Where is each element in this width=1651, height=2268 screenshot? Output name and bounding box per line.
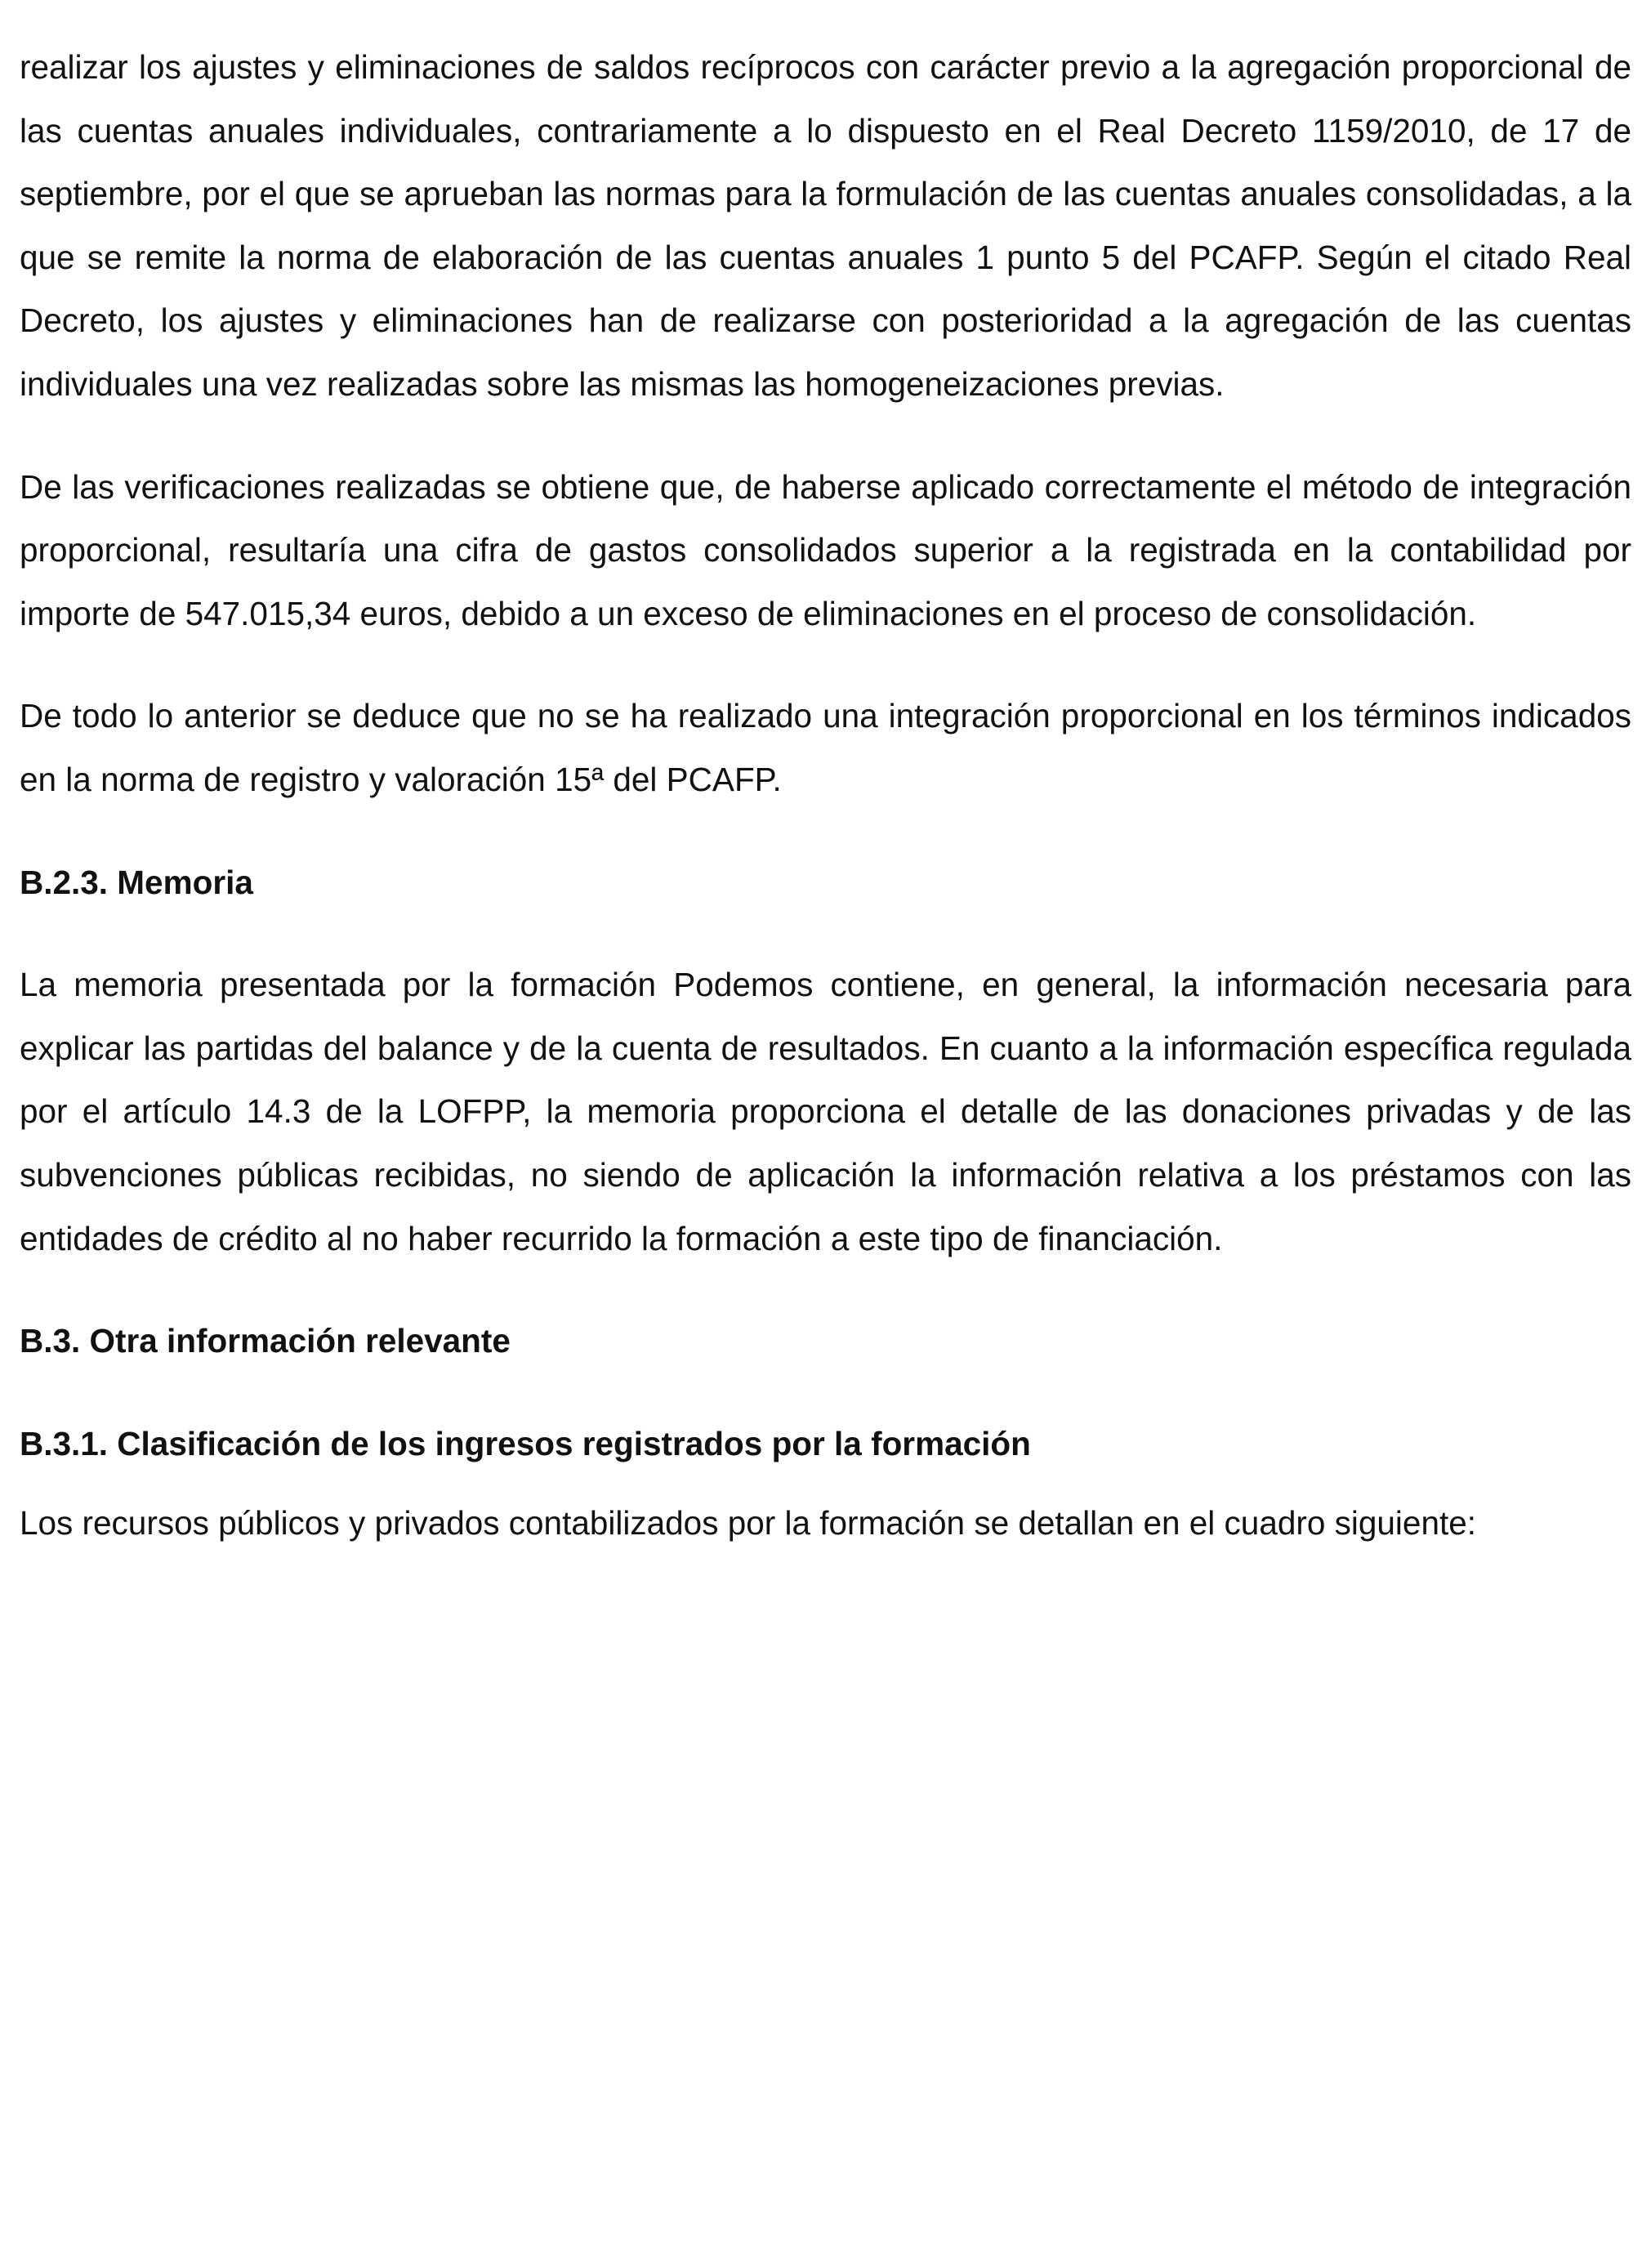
paragraph-memoria: La memoria presentada por la formación Podemos contiene, en general, la información necesaria para explicar las partidas del balance y de la cuenta de resultados. En cuanto a la información específica regulada por el artículo 14.3 de la LOFPP, la memoria proporciona el detalle de las donaciones privadas y de las subvenciones públicas recibidas, no siendo de aplicación la información relativa a los préstamos con las entidades de crédito al no haber recurrido la formación a este tipo de financiación.: [20, 966, 1631, 1257]
heading-memoria: B.2.3. Memoria: [20, 863, 253, 901]
paragraph-recursos: Los recursos públicos y privados contabilizados por la formación se detallan en el cuadro siguiente:: [20, 1504, 1477, 1543]
heading-otra-informacion: B.3. Otra información relevante: [20, 1322, 511, 1360]
paragraph-conclusion: De todo lo anterior se deduce que no se ha realizado una integración proporcional en los términos indicados en la norma de registro y valoración 15ª del PCAFP.: [20, 697, 1631, 798]
heading-clasificacion-ingresos: B.3.1. Clasificación de los ingresos registrados por la formación: [20, 1424, 1031, 1462]
document-page: [20, 36, 1631, 1556]
paragraph-verifications: De las verificaciones realizadas se obtiene que, de haberse aplicado correctamente el método de integración proporcional, resultaría una cifra de gastos consolidados superior a la registrada en la contabilidad por importe de 547.015,34 euros, debido a un exceso de eliminaciones en el proceso de consolidación.: [20, 467, 1631, 632]
paragraph-consolidation-adjustments: realizar los ajustes y eliminaciones de saldos recíprocos con carácter previo a la agregación proporcional de las cuentas anuales individuales, contrariamente a lo dispuesto en el Real Decreto 1159/2010, de 17 de septiembre, por el que se aprueban las normas para la formulación de las cuentas anuales consolidadas, a la que se remite la norma de elaboración de las cuentas anuales 1 punto 5 del PCAFP. Según el citado Real Decreto, los ajustes y eliminaciones han de realizarse con posterioridad a la agregación de las cuentas individuales una vez realizadas sobre las mismas las homogeneizaciones previas.: [20, 48, 1631, 403]
